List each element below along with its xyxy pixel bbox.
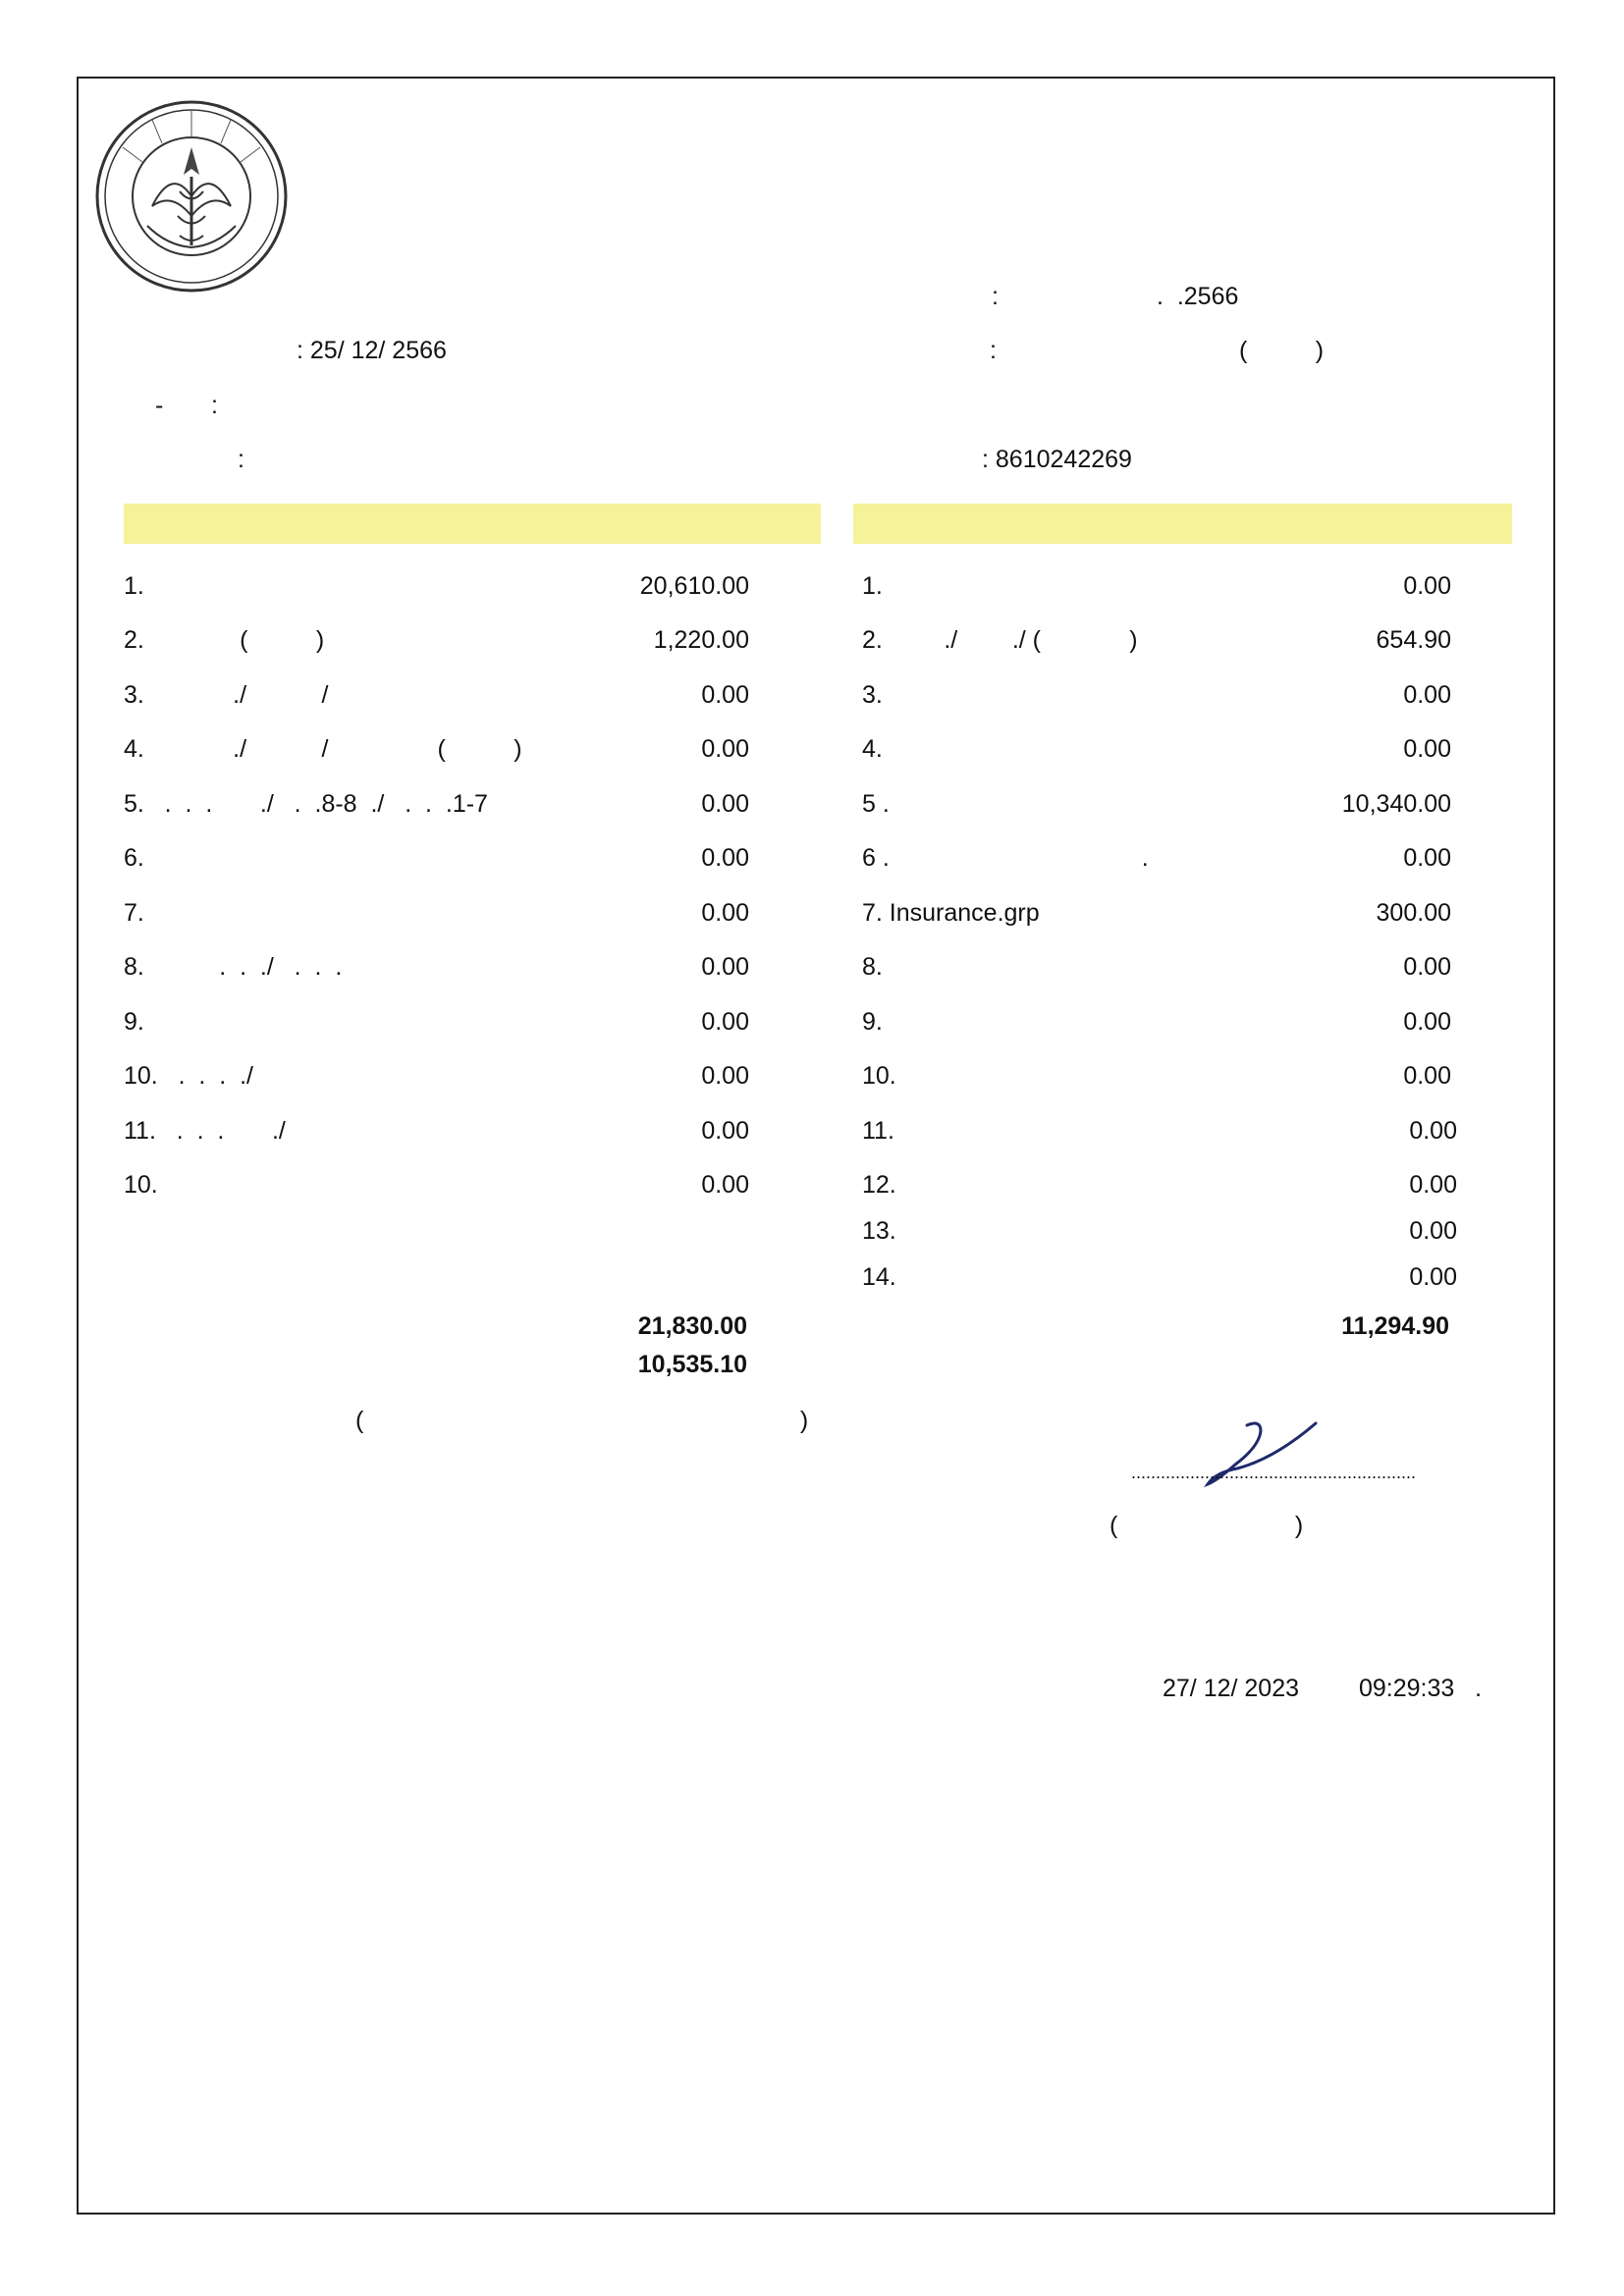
deduction-value: 0.00 [1403, 1062, 1451, 1090]
deduction-value: 0.00 [1403, 1008, 1451, 1036]
deduction-total: 11,294.90 [1341, 1312, 1449, 1340]
deduction-value: 0.00 [1403, 735, 1451, 763]
income-label: 10. [124, 1171, 158, 1199]
deduction-value: 0.00 [1403, 572, 1451, 600]
income-label: 8. . . ./ . . . [124, 953, 343, 981]
deduction-value: 0.00 [1409, 1171, 1457, 1199]
income-label: 7. [124, 899, 144, 927]
deduction-label: 9. [862, 1008, 883, 1036]
employee-name-paren: ( ) [1239, 337, 1325, 364]
deduction-label: 8. [862, 953, 883, 981]
deduction-label: 14. [862, 1263, 896, 1291]
income-label: 4. ./ / ( ) [124, 735, 522, 763]
deduction-label: 4. [862, 735, 883, 763]
print-time: 09:29:33 . [1359, 1675, 1483, 1702]
employee-name-colon: : [990, 337, 997, 364]
deduction-value: 0.00 [1409, 1217, 1457, 1245]
income-value: 20,610.00 [639, 572, 749, 600]
income-label: 9. [124, 1008, 144, 1036]
income-value: 0.00 [701, 953, 749, 981]
issue-date: : 25/ 12/ 2566 [297, 337, 447, 364]
income-label: 11. . . . ./ [124, 1117, 286, 1145]
deduction-value: 0.00 [1403, 844, 1451, 872]
deduction-label: 6 . . [862, 844, 1149, 872]
income-header-band [124, 504, 821, 544]
net-pay-words-paren: ( ) [355, 1407, 809, 1434]
deduction-label: 13. [862, 1217, 896, 1245]
deduction-label: 1. [862, 572, 883, 600]
ministry-seal-icon [93, 98, 290, 294]
account-number: : 8610242269 [982, 446, 1132, 473]
period-value: . .2566 [1157, 283, 1239, 310]
deduction-value: 300.00 [1376, 899, 1451, 927]
signer-name-paren: ( ) [1110, 1512, 1304, 1539]
income-value: 0.00 [701, 735, 749, 763]
income-value: 0.00 [701, 1171, 749, 1199]
deduction-header-band [853, 504, 1512, 544]
income-label: 6. [124, 844, 144, 872]
deduction-value: 0.00 [1409, 1263, 1457, 1291]
income-label: 1. [124, 572, 144, 600]
income-total: 21,830.00 [637, 1312, 747, 1340]
deduction-label: 12. [862, 1171, 896, 1199]
income-value: 1,220.00 [653, 626, 749, 654]
deduction-label: 3. [862, 681, 883, 709]
deduction-value: 0.00 [1409, 1117, 1457, 1145]
position-label: - : [155, 392, 218, 419]
net-pay: 10,535.10 [637, 1351, 747, 1378]
income-label: 3. ./ / [124, 681, 329, 709]
department-colon: : [238, 446, 244, 473]
income-value: 0.00 [701, 681, 749, 709]
income-value: 0.00 [701, 790, 749, 818]
print-date: 27/ 12/ 2023 [1163, 1675, 1300, 1702]
income-value: 0.00 [701, 1117, 749, 1145]
deduction-label: 7. Insurance.grp [862, 899, 1040, 927]
deduction-label: 2. ./ ./ ( ) [862, 626, 1138, 654]
signature-line: .......................................................... [1131, 1463, 1417, 1482]
income-value: 0.00 [701, 1008, 749, 1036]
deduction-label: 5 . [862, 790, 890, 818]
payslip-sheet [77, 77, 1555, 2215]
income-label: 2. ( ) [124, 626, 325, 654]
income-value: 0.00 [701, 844, 749, 872]
deduction-label: 10. [862, 1062, 896, 1090]
income-value: 0.00 [701, 1062, 749, 1090]
deduction-value: 654.90 [1376, 626, 1451, 654]
income-label: 5. . . . ./ . .8-8 ./ . . .1-7 [124, 790, 488, 818]
income-value: 0.00 [701, 899, 749, 927]
income-label: 10. . . . ./ [124, 1062, 253, 1090]
period-colon: : [992, 283, 999, 310]
deduction-label: 11. [862, 1117, 894, 1145]
deduction-value: 0.00 [1403, 953, 1451, 981]
deduction-value: 0.00 [1403, 681, 1451, 709]
deduction-value: 10,340.00 [1341, 790, 1451, 818]
